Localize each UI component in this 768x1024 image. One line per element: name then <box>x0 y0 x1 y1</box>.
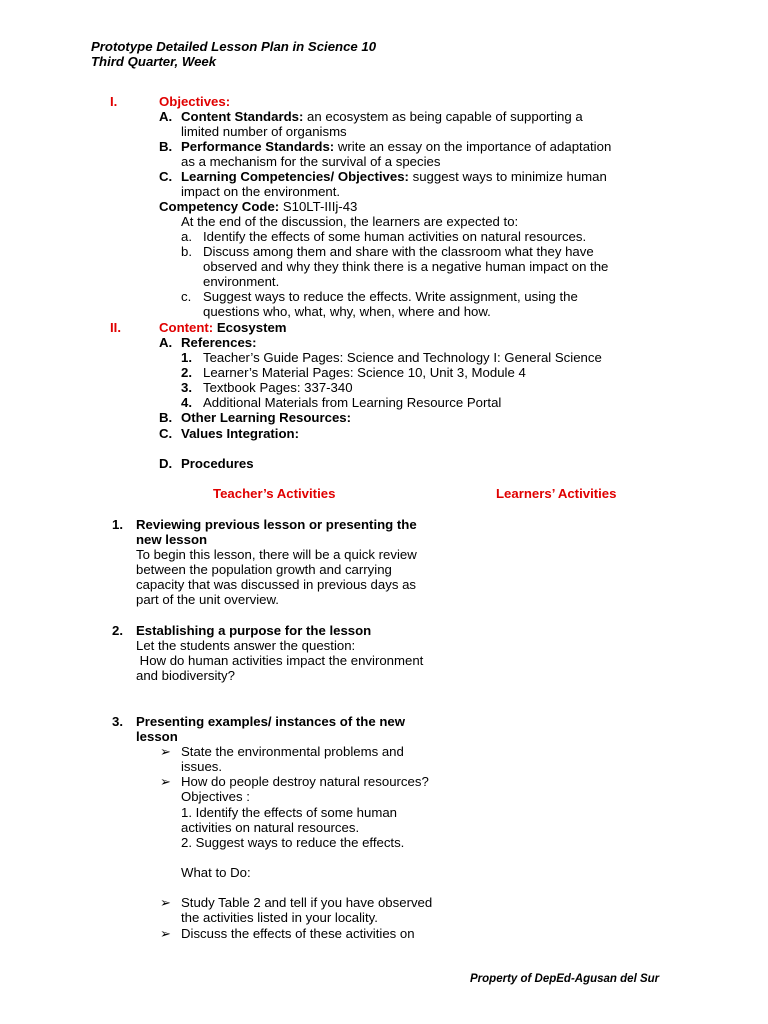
ref-2-num: 2. <box>181 365 192 380</box>
competency-code-value: S10LT-IIIj-43 <box>282 199 358 214</box>
arrow-bullet-icon: ➢ <box>160 926 172 941</box>
activity-1-body-1: To begin this lesson, there will be a quick review <box>136 547 417 562</box>
other-resources-label: Other Learning Resources: <box>181 410 352 425</box>
activity-2-body-3: and biodiversity? <box>136 668 235 683</box>
activity-3-num: 3. <box>112 714 123 729</box>
activity-3-objective-2: 2. Suggest ways to reduce the effects. <box>181 835 405 850</box>
activity-1-title-1: Reviewing previous lesson or presenting the <box>136 517 417 532</box>
objectives-heading: Objectives: <box>159 94 231 109</box>
objective-b-text-2: observed and why they think there is a negative human impact on the <box>203 259 609 274</box>
learners-activities-heading: Learners’ Activities <box>496 486 617 501</box>
performance-standards-text: write an essay on the importance of adaptation <box>337 139 612 154</box>
page-footer: Property of DepEd-Agusan del Sur <box>470 973 660 985</box>
competencies-label: Learning Competencies/ Objectives: <box>181 169 409 184</box>
ref-1-num: 1. <box>181 350 192 365</box>
objective-b-text-1: Discuss among them and share with the classroom what they have <box>203 244 594 259</box>
content-heading: Content: <box>159 320 214 335</box>
activity-1-body-2: between the population growth and carrying <box>136 562 392 577</box>
content-standards-text-cont: limited number of organisms <box>181 124 347 139</box>
activity-2-body-1: Let the students answer the question: <box>136 638 356 653</box>
performance-standards-letter: B. <box>159 139 173 154</box>
content-standards-letter: A. <box>159 109 173 124</box>
competency-code-label: Competency Code: <box>159 199 280 214</box>
performance-standards-label: Performance Standards: <box>181 139 335 154</box>
values-integration-label: Values Integration: <box>181 426 299 441</box>
what-to-do-label: What to Do: <box>181 865 251 880</box>
content-standards-text: an ecosystem as being capable of supporting a <box>307 109 583 124</box>
activity-3-bullet-2: How do people destroy natural resources? <box>181 774 429 789</box>
objective-a-letter: a. <box>181 229 192 244</box>
objectives-intro: At the end of the discussion, the learners are expected to: <box>181 214 519 229</box>
document-title: Prototype Detailed Lesson Plan in Science 10 <box>91 39 377 54</box>
objective-c-letter: c. <box>181 289 192 304</box>
learning-competencies <box>181 169 607 184</box>
activity-1-body-3: capacity that was discussed in previous days as <box>136 577 417 592</box>
section-numeral-ii: II. <box>110 320 121 335</box>
activity-3-bullet-1-l1: State the environmental problems and <box>181 744 404 759</box>
objective-b-text-3: environment. <box>203 274 280 289</box>
ref-1-text: Teacher’s Guide Pages: Science and Technology I: General Science <box>203 350 602 365</box>
activity-2-num: 2. <box>112 623 123 638</box>
competencies-text-cont: impact on the environment. <box>181 184 341 199</box>
activity-1-title-2: new lesson <box>136 532 208 547</box>
ref-3-num: 3. <box>181 380 192 395</box>
activity-3-bullet-4: Discuss the effects of these activities on <box>181 926 415 941</box>
ref-2-text: Learner’s Material Pages: Science 10, Unit 3, Module 4 <box>203 365 526 380</box>
competencies-text: suggest ways to minimize human <box>412 169 607 184</box>
references-label: References: <box>181 335 257 350</box>
performance-standards <box>181 139 611 154</box>
content-standards-label: Content Standards: <box>181 109 304 124</box>
activity-1-body-4: part of the unit overview. <box>136 592 279 607</box>
activity-3-title-2: lesson <box>136 729 178 744</box>
ref-3-text: Textbook Pages: 337-340 <box>203 380 353 395</box>
references-letter: A. <box>159 335 173 350</box>
competency-code <box>159 199 357 214</box>
arrow-bullet-icon: ➢ <box>160 774 172 789</box>
objective-c-text-1: Suggest ways to reduce the effects. Write assignment, using the <box>203 289 578 304</box>
objective-c-text-2: questions who, what, why, when, where and how. <box>203 304 491 319</box>
content-value: Ecosystem <box>216 320 287 335</box>
other-resources-letter: B. <box>159 410 173 425</box>
procedures-letter: D. <box>159 456 173 471</box>
content-line <box>159 320 287 335</box>
arrow-bullet-icon: ➢ <box>160 895 172 910</box>
activity-2-title: Establishing a purpose for the lesson <box>136 623 372 638</box>
ref-4-text: Additional Materials from Learning Resource Portal <box>203 395 502 410</box>
procedures-label: Procedures <box>181 456 254 471</box>
activity-3-bullet-3-l1: Study Table 2 and tell if you have observed <box>181 895 433 910</box>
ref-4-num: 4. <box>181 395 192 410</box>
performance-standards-text-cont: as a mechanism for the survival of a species <box>181 154 441 169</box>
document-subtitle: Third Quarter, Week <box>91 54 217 69</box>
activity-3-title-1: Presenting examples/ instances of the new <box>136 714 405 729</box>
values-integration-letter: C. <box>159 426 173 441</box>
activity-3-bullet-3-l2: the activities listed in your locality. <box>181 910 378 925</box>
activity-3-objective-1-l2: activities on natural resources. <box>181 820 360 835</box>
activity-2-body-2: How do human activities impact the environment <box>136 653 424 668</box>
activity-3-bullet-1-l2: issues. <box>181 759 223 774</box>
activity-3-objectives-label: Objectives : <box>181 789 250 804</box>
activity-3-objective-1-l1: 1. Identify the effects of some human <box>181 805 398 820</box>
content-standards <box>181 109 583 124</box>
objective-a-text: Identify the effects of some human activities on natural resources. <box>203 229 587 244</box>
arrow-bullet-icon: ➢ <box>160 744 172 759</box>
competencies-letter: C. <box>159 169 173 184</box>
section-numeral-i: I. <box>110 94 118 109</box>
activity-1-num: 1. <box>112 517 123 532</box>
objective-b-letter: b. <box>181 244 192 259</box>
teacher-activities-heading: Teacher’s Activities <box>213 486 336 501</box>
